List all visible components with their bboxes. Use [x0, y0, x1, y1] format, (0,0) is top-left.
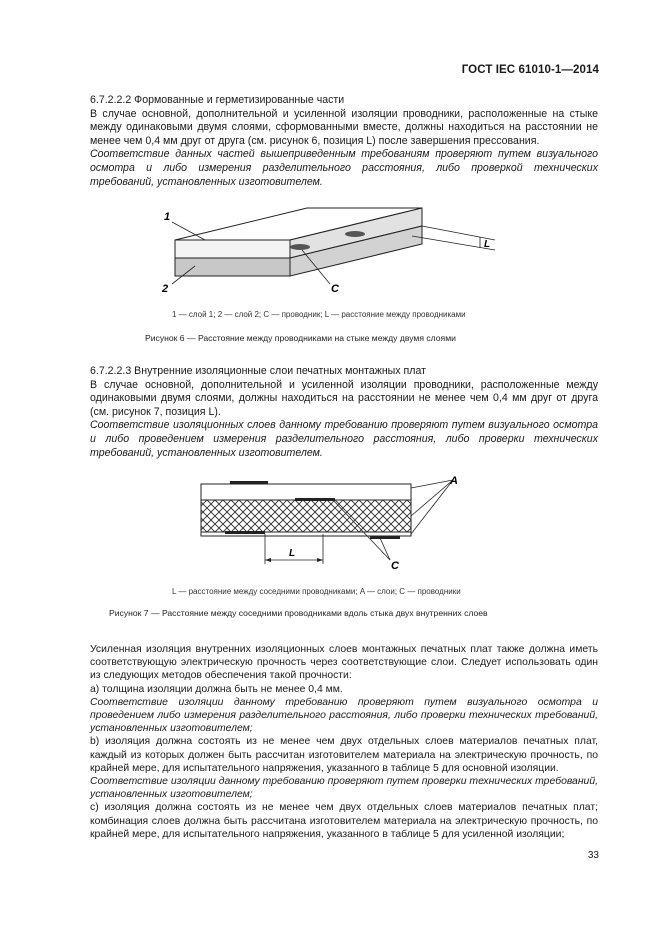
figure-7-diagram	[195, 472, 475, 572]
leader-a-3	[411, 480, 453, 534]
label-a: A	[450, 475, 458, 487]
item-a: a) толщина изоляции должна быть не менее 0,4 мм.	[90, 683, 343, 695]
section-compliance: Соответствие изоляционных слоев данному требованию проверяют путем визуального осмотра и либо проведением измерения разделительного расстояния, либо проверки технических требований, установленных изготовителем.	[90, 419, 598, 459]
leader-c-2	[380, 538, 390, 560]
label-c: C	[391, 560, 399, 572]
leader-a-1	[411, 480, 453, 488]
label-l: L	[289, 548, 296, 559]
figure-7-caption: Рисунок 7 — Расстояние между соседними проводниками вдоль стыка двух внутренних слоев	[109, 608, 488, 618]
section-6-7-2-2-2	[90, 94, 598, 189]
standard-header: ГОСТ IEC 61010-1—2014	[461, 64, 599, 76]
item-c: c) изоляция должна состоять из не менее чем двух отдельных слоев материалов печатных плат; комбинация слоев должна быть рассчитана изготовителем материала на электрическую прочность, по крайней мере, для испытательного напряжения, указанного в таблице 5 для усиленной изоляции;	[90, 802, 598, 840]
conductor-1	[290, 244, 310, 250]
label-2: 2	[162, 283, 169, 295]
l-extension-1	[422, 226, 495, 240]
compliance-b: Соответствие изоляции данному требованию проверяют путем проверки технических требований, установленных изготовителем;	[90, 776, 598, 801]
label-c: C	[331, 283, 339, 295]
conductor-top	[230, 481, 268, 484]
section-body: В случае основной, дополнительной и усиленной изоляции проводники, расположенные на стыке между одинаковыми двумя слоями, сформованными вместе, должны находиться на расстоянии не менее чем 0,4 мм друг от друга (см. рисунок 6, позиция L) после завершения прессования.	[90, 107, 598, 147]
compliance-a: Соответствие изоляции данному требованию проверяют путем визуального осмотра и проведением либо измерения разделительного расстояния, либо проверки технических требований, установленных изготовителем;	[90, 696, 598, 735]
conductor-bottom	[370, 536, 400, 539]
intro-paragraph: Усиленная изоляция внутренних изоляционных слоев монтажных печатных плат также должна иметь соответствующую электрическую прочность через соответствующие слои. Следует использовать один из следующих методов обеспечения такой прочности:	[90, 644, 598, 682]
figure-6-caption: Рисунок 6 — Расстояние между проводниками на стыке между двумя слоями	[145, 333, 456, 343]
hatched-core	[201, 500, 411, 532]
reinforced-insulation-text	[90, 643, 598, 841]
section-body: В случае основной, дополнительной и усиленной изоляции проводники, расположенные между одинаковыми двумя слоями, должны находиться на расстоянии не менее чем 0,4 мм друг от друга (см. рисунок 7, позиция L).	[90, 378, 598, 418]
figure-7-legend: L — расстояние между соседними проводниками; A — слои; C — проводники	[172, 587, 461, 596]
layer-1-front	[175, 240, 290, 258]
top-layer	[201, 484, 411, 500]
label-l: L	[484, 239, 491, 250]
l-arrow-left	[265, 558, 271, 562]
l-extension-2	[412, 236, 495, 250]
l-arrow-right	[317, 558, 323, 562]
conductor-mid-1	[295, 498, 335, 501]
section-6-7-2-2-3	[90, 365, 598, 460]
conductor-2	[345, 231, 365, 237]
conductor-mid-2	[225, 531, 265, 534]
section-compliance: Соответствие данных частей вышеприведенным требованиям проверяют путем визуального осмотра и либо измерения разделительного расстояния, либо проверкой технических требований, установленных изготовителем.	[90, 148, 598, 188]
figure-6-legend: 1 — слой 1; 2 — слой 2; C — проводник; L — расстояние между проводниками	[172, 310, 466, 319]
section-title: 6.7.2.2.2 Формованные и герметизированные части	[90, 94, 345, 106]
figure-6-diagram	[150, 200, 510, 305]
section-title: 6.7.2.2.3 Внутренние изоляционные слои печатных монтажных плат	[90, 365, 426, 377]
item-b: b) изоляция должна состоять из не менее чем двух отдельных слоев материалов печатных плат, каждый из которых должен быть рассчитан изготовителем материала на электрическую прочность, по крайней мере, для испытательного напряжения, указанного в таблице 5 для основной изоляции.	[90, 736, 598, 774]
layer-2-front	[175, 258, 290, 276]
page-number: 33	[587, 850, 599, 861]
label-1: 1	[164, 211, 171, 223]
leader-a-2	[411, 480, 453, 516]
